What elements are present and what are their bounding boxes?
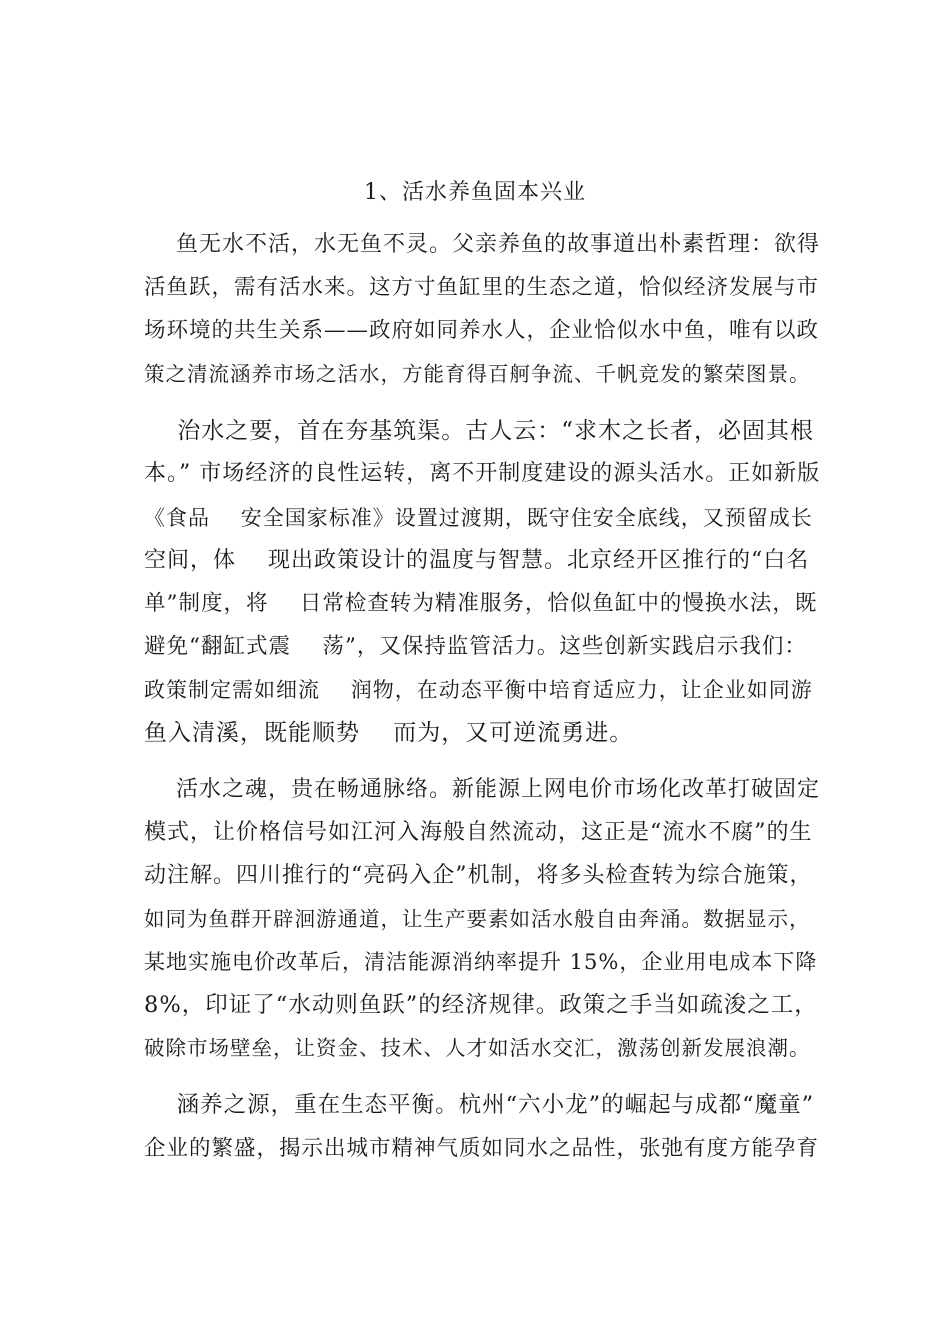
text-line: 本。” 市场经济的良性运转，离不开制度建设的源头活水。正如新版 (144, 461, 821, 486)
text-line: 8%，印证了“水动则鱼跃”的经济规律。政策之手当如疏浚之工， (144, 992, 818, 1018)
text-line: 如同为鱼群开辟洄游通道，让生产要素如活水般自由奔涌。数据显示， (144, 907, 811, 931)
text-line: 治水之要，首在夯基筑渠。古人云：“求木之长者，必固其根 (144, 418, 815, 444)
text-line: 模式，让价格信号如江河入海般自然流动，这正是“流水不腐”的生 (144, 820, 813, 845)
text-line: 《食品 安全国家标准》设置过渡期，既守住安全底线，又预留成长 (144, 506, 813, 530)
text-line: 某地实施电价改革后，清洁能源消纳率提升 15%，企业用电成本下降 (144, 950, 818, 974)
text-line: 单”制度，将 日常检查转为精准服务，恰似鱼缸中的慢换水法，既 (144, 591, 818, 616)
text-line: 企业的繁盛，揭示出城市精神气质如同水之品性，张弛有度方能孕育 (144, 1136, 820, 1161)
text-line: 活水之魂，贵在畅通脉络。新能源上网电价市场化改革打破固定 (144, 777, 820, 802)
text-line: 活鱼跃，需有活水来。这方寸鱼缸里的生态之道，恰似经济发展与市 (144, 275, 820, 300)
text-line: 涵养之源，重在生态平衡。杭州“六小龙”的崛起与成都“魔童” (144, 1092, 815, 1118)
text-line: 动注解。四川推行的“亮码入企”机制，将多头检查转为综合施策， (144, 863, 813, 888)
text-line: 鱼入清溪，既能顺势 而为，又可逆流勇进。 (144, 720, 634, 746)
text-line: 政策制定需如细流 润物，在动态平衡中培育适应力，让企业如同游 (144, 678, 813, 702)
text-line: 空间，体 现出政策设计的温度与智慧。北京经开区推行的“白名 (144, 548, 810, 573)
text-line: 破除市场壁垒，让资金、技术、人才如活水交汇，激荡创新发展浪潮。 (144, 1036, 811, 1060)
section-title: 1、活水养鱼固本兴业 (364, 180, 586, 205)
text-line: 避免“翻缸式震 荡”，又保持监管活力。这些创新实践启示我们： (144, 634, 807, 659)
text-line: 策之清流涵养市场之活水，方能育得百舸争流、千帆竞发的繁荣图景。 (144, 362, 811, 386)
text-line: 鱼无水不活，水无鱼不灵。父亲养鱼的故事道出朴素哲理：欲得 (144, 232, 820, 257)
text-line: 场环境的共生关系——政府如同养水人，企业恰似水中鱼，唯有以政 (144, 318, 820, 343)
